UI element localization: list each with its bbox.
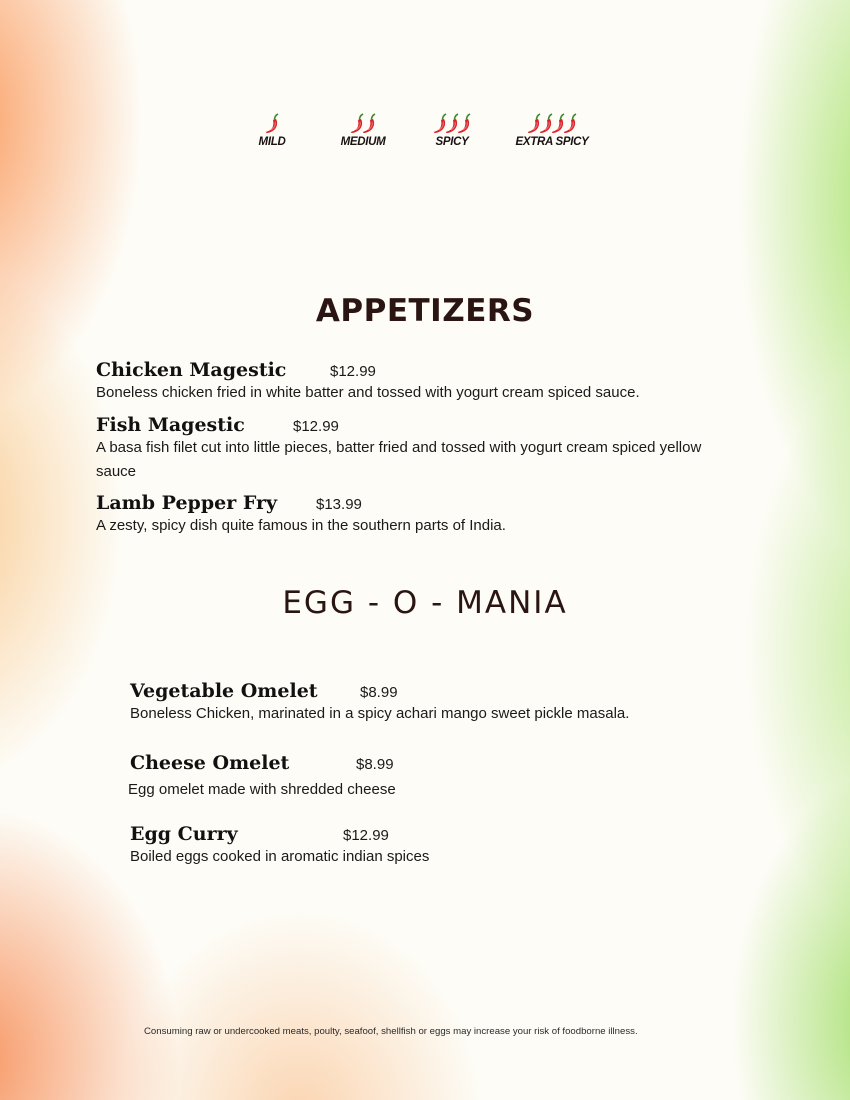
appetizers-heading: APPETIZERS — [315, 293, 535, 329]
spice-level-label: MILD — [258, 136, 286, 148]
chili-group — [504, 112, 600, 136]
chili-group — [330, 112, 396, 136]
chili-pepper-icon — [456, 112, 472, 136]
chili-pepper-icon — [361, 112, 377, 136]
item-description: Egg omelet made with shredded cheese — [128, 781, 396, 798]
item-name: Fish Magestic — [96, 414, 245, 436]
menu-item-chicken-magestic — [96, 359, 736, 405]
spice-level-extra-spicy — [504, 112, 600, 148]
chili-group — [250, 112, 294, 136]
item-description: Boneless Chicken, marinated in a spicy achari mango sweet pickle masala. — [130, 705, 630, 722]
menu-item-vegetable-omelet — [130, 680, 750, 726]
item-price: $8.99 — [356, 756, 394, 773]
item-name: Egg Curry — [130, 823, 238, 845]
item-name: Chicken Magestic — [96, 359, 287, 381]
spice-level-label: EXTRA SPICY — [515, 136, 589, 148]
chili-pepper-icon — [264, 112, 280, 136]
item-description: Boneless chicken fried in white batter and tossed with yogurt cream spiced sauce. — [96, 384, 640, 401]
spice-level-label: SPICY — [435, 136, 469, 148]
foodborne-illness-disclaimer: Consuming raw or undercooked meats, poulty, seafoof, shellfish or eggs may increase your risk of foodborne illness. — [144, 1026, 638, 1037]
menu-item-egg-curry — [130, 823, 750, 869]
item-price: $12.99 — [293, 418, 339, 435]
item-name: Lamb Pepper Fry — [96, 492, 278, 514]
item-name: Cheese Omelet — [130, 752, 290, 774]
spice-level-mild — [250, 112, 294, 148]
item-description: A zesty, spicy dish quite famous in the southern parts of India. — [96, 517, 506, 534]
spice-level-label: MEDIUM — [340, 136, 386, 148]
chili-group — [424, 112, 480, 136]
menu-item-lamb-pepper-fry — [96, 492, 736, 538]
egg-o-mania-heading: EGG - O - MANIA — [282, 585, 568, 621]
item-price: $12.99 — [343, 827, 389, 844]
item-description: Boiled eggs cooked in aromatic indian spices — [130, 848, 430, 865]
item-price: $12.99 — [330, 363, 376, 380]
item-price: $8.99 — [360, 684, 398, 701]
item-description: A basa fish filet cut into little pieces, batter fried and tossed with yogurt cream spiced yellow sauce — [96, 439, 702, 480]
spice-level-medium — [330, 112, 396, 148]
item-price: $13.99 — [316, 496, 362, 513]
menu-item-fish-magestic — [96, 414, 711, 484]
spice-level-spicy — [424, 112, 480, 148]
item-name: Vegetable Omelet — [130, 680, 318, 702]
chili-pepper-icon — [562, 112, 578, 136]
spice-legend — [0, 112, 850, 156]
menu-item-cheese-omelet — [130, 752, 750, 802]
